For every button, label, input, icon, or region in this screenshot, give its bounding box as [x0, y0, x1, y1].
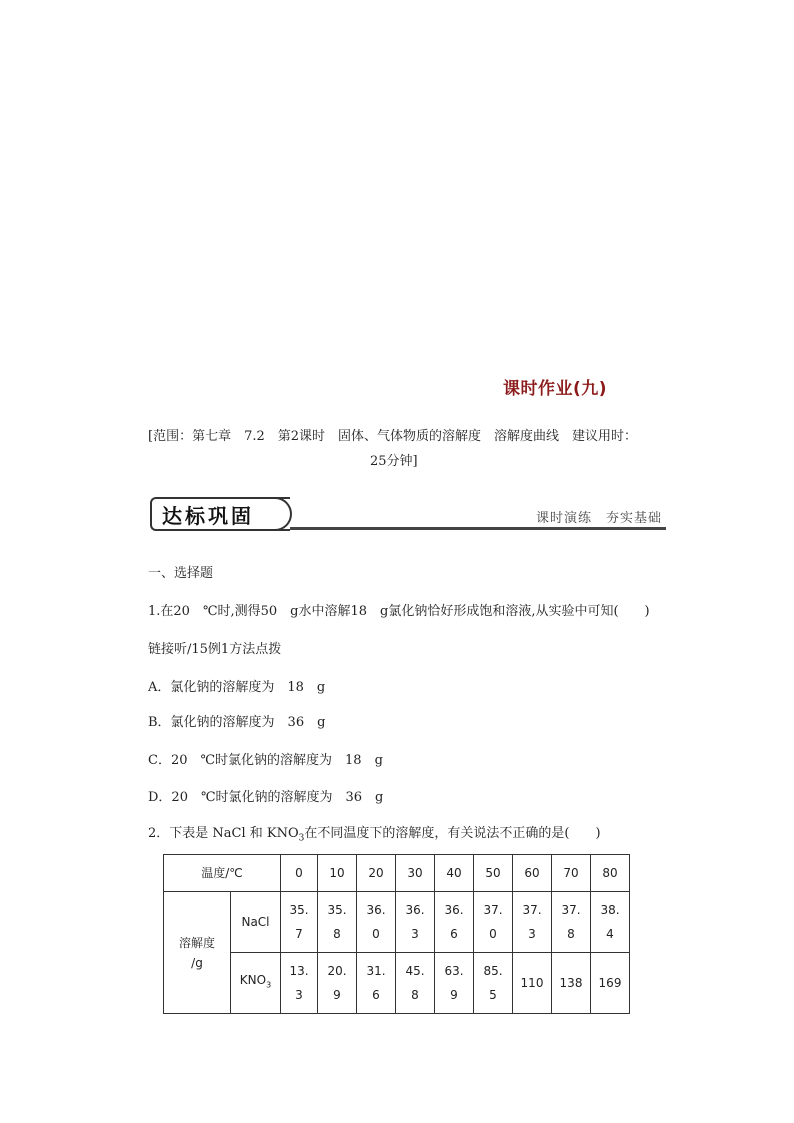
option-a: A．氯化钠的溶解度为 18 g — [148, 680, 326, 695]
kno3-cell: 45.8 — [396, 953, 435, 1014]
temp-cell: 70 — [552, 855, 591, 892]
nacl-cell: 37.0 — [474, 892, 513, 953]
temp-cell: 50 — [474, 855, 513, 892]
nacl-cell: 35.7 — [281, 892, 318, 953]
solubility-label-line1: 溶解度 — [178, 935, 215, 950]
table-row-kno3 — [164, 953, 630, 1014]
scope-line-2: 25分钟] — [370, 454, 418, 469]
nacl-cell: 38.4 — [591, 892, 630, 953]
temp-cell: 30 — [396, 855, 435, 892]
kno3-cell: 63.9 — [435, 953, 474, 1014]
section-banner — [150, 497, 666, 533]
kno3-cell: 169 — [591, 953, 630, 1014]
q2-stem-post: 在不同温度下的溶解度，有关说法不正确的是( ) — [304, 826, 601, 841]
temp-cell: 80 — [591, 855, 630, 892]
nacl-label: NaCl — [231, 892, 281, 953]
question-1-stem: 1.在20 ℃时,测得50 g水中溶解18 g氯化钠恰好形成饱和溶液,从实验中可知( ) — [148, 604, 650, 619]
banner-rule — [290, 527, 666, 530]
nacl-cell: 36.6 — [435, 892, 474, 953]
kno3-label: $KNO_3$ — [231, 953, 281, 1014]
temp-cell: 0 — [281, 855, 318, 892]
banner-label: 达标巩固 — [162, 504, 254, 528]
temp-cell: 40 — [435, 855, 474, 892]
nacl-cell: 35.8 — [318, 892, 357, 953]
q2-stem-sub: 3 — [298, 833, 305, 844]
kno3-cell: 138 — [552, 953, 591, 1014]
kno3-cell: 110 — [513, 953, 552, 1014]
nacl-cell: 37.8 — [552, 892, 591, 953]
temp-cell: 10 — [318, 855, 357, 892]
kno3-cell: 31.6 — [357, 953, 396, 1014]
solubility-label-line2: /g — [191, 955, 203, 970]
table-row-nacl — [164, 892, 630, 953]
nacl-cell: 37.3 — [513, 892, 552, 953]
table-header-row — [164, 855, 630, 892]
option-c: C．20 ℃时氯化钠的溶解度为 18 g — [148, 753, 383, 768]
temp-cell: 20 — [357, 855, 396, 892]
solubility-table — [163, 854, 630, 1014]
q2-stem-pre: 2．下表是 NaCl 和 KNO — [148, 826, 299, 841]
kno3-cell: 20.9 — [318, 953, 357, 1014]
kno3-cell: 85.5 — [474, 953, 513, 1014]
nacl-cell: 36.0 — [357, 892, 396, 953]
temp-cell: 60 — [513, 855, 552, 892]
question-1-link: 链接听/15例1方法点拨 — [148, 642, 282, 657]
scope-line-1: [范围：第七章 7.2 第2课时 固体、气体物质的溶解度 溶解度曲线 建议用时： — [148, 429, 638, 444]
banner-subtitle: 课时演练 夯实基础 — [535, 511, 662, 526]
kno3-cell: 13.3 — [281, 953, 318, 1014]
solubility-label — [164, 892, 231, 1014]
homework-title: 课时作业(九) — [503, 379, 608, 399]
option-d: D．20 ℃时氯化钠的溶解度为 36 g — [148, 790, 384, 805]
section-title: 一、选择题 — [148, 566, 214, 581]
nacl-cell: 36.3 — [396, 892, 435, 953]
question-2-stem — [148, 822, 601, 844]
option-b: B．氯化钠的溶解度为 36 g — [148, 715, 326, 730]
temp-header: 温度/℃ — [164, 855, 281, 892]
